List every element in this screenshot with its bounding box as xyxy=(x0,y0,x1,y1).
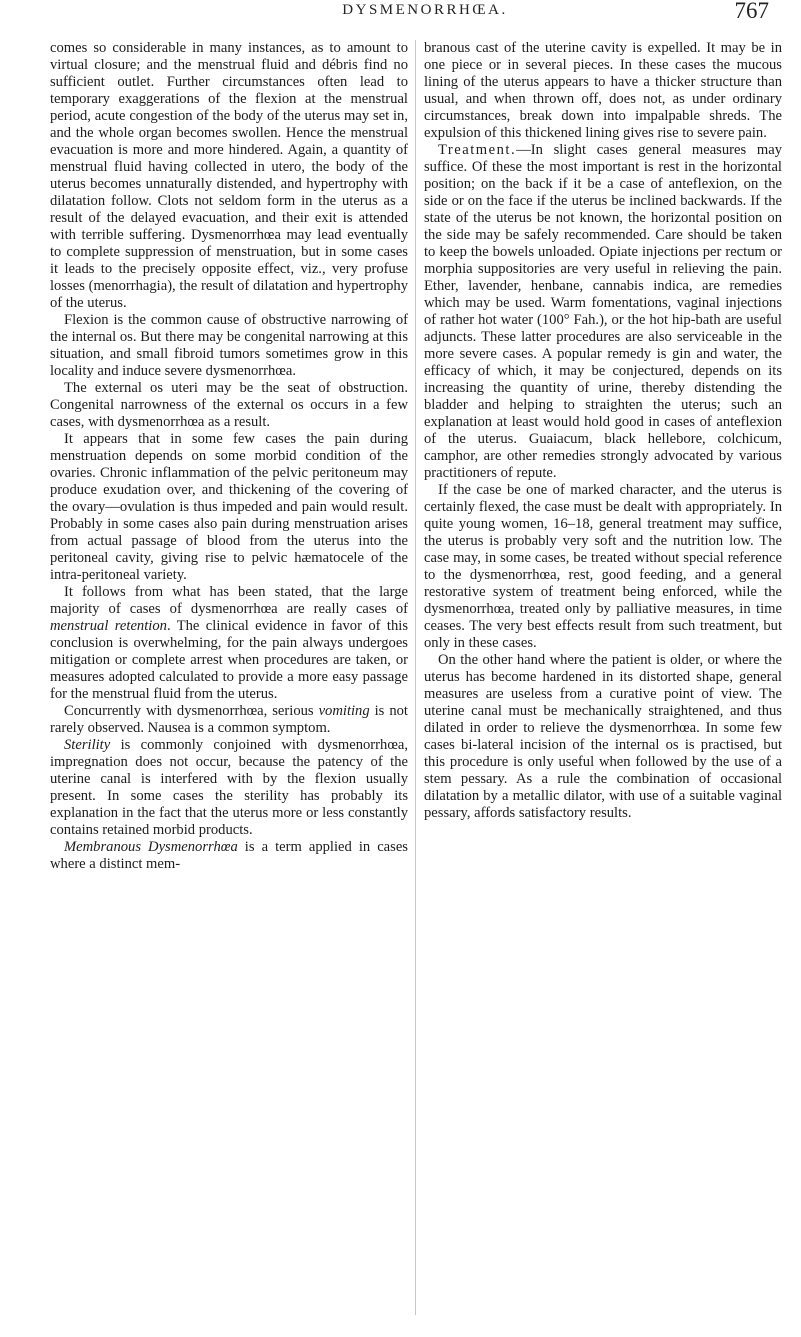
running-head: DYSMENORRHŒA. xyxy=(342,2,508,18)
paragraph: comes so considerable in many instances, as to amount to virtual closure; and the menstrual fluid and débris find no sufficient outlet. Further circumstances often lead to temporary exaggerations of the flexion at the menstrual period, acute congestion of the body of the uterus may set in, and the whole organ becomes swollen. Hence the menstrual evacuation is more and more hindered. Again, a quantity of menstrual fluid having collected in utero, the body of the uterus becomes unnaturally distended, and hypertrophy with dilatation follow. Clots not seldom form in the uterus as a result of the delayed evacuation, and their exit is attended with terrible suffering. Dysmenorrhœa may lead eventually to complete suppression of menstruation, but in some cases it leads to the precisely opposite effect, viz., very profuse losses (menorrhagia), the result of dilatation and hypertrophy of the uterus. xyxy=(50,40,408,311)
paragraph xyxy=(424,142,782,482)
text-run: is commonly conjoined with dysmenorrhœa, impregnation does not occur, because the patency of the uterine canal is interfered with by the flexion usually present. In some cases the sterility has probably its explanation in the fact that the uterus more or less constantly contains retained morbid products. xyxy=(50,737,408,838)
paragraph xyxy=(50,737,408,839)
page-number: 767 xyxy=(734,0,769,23)
text-run: . The clinical evidence in favor of this conclusion is overwhelming, for the pain always undergoes mitigation or complete arrest when procedures are taken, or measures adopted calculated to provide a more easy passage for the menstrual fluid from the uterus. xyxy=(50,618,409,702)
italic-term: menstrual retention xyxy=(50,618,167,634)
section-heading: Treatment. xyxy=(438,142,517,158)
right-column xyxy=(424,40,782,822)
paragraph xyxy=(50,584,408,703)
text-run: Concurrently with dysmenorrhœa, serious xyxy=(64,703,319,719)
paragraph: It appears that in some few cases the pain during menstruation depends on some morbid condition of the ovaries. Chronic inflammation of the pelvic peritoneum may produce exudation over, and thickening of the covering of the ovary—ovulation is thus impeded and pain would result. Probably in some cases also pain during menstruation arises from actual passage of blood from the uterus into the peritoneal cavity, giving rise to pelvic hæmatocele of the intra-peritoneal variety. xyxy=(50,431,408,583)
paragraph: On the other hand where the patient is older, or where the uterus has become hardened in its distorted shape, general measures are useless from a curative point of view. The uterine canal must be mechanically straightened, and thus dilated in order to relieve the dysmenorrhœa. In some few cases bi-lateral incision of the internal os is practised, but this procedure is only useful when followed by the use of a stem pessary. As a rule the combination of occasional dilatation by a metallic dilator, with use of a suitable vaginal pessary, affords satisfactory results. xyxy=(424,652,782,821)
paragraph xyxy=(50,703,408,737)
paragraph: If the case be one of marked character, and the uterus is certainly flexed, the case must be dealt with appropriately. In quite young women, 16–18, general treatment may suffice, the uterus is probably very soft and the nutrition low. The case may, in some cases, be treated without special reference to the dysmenorrhœa, rest, good feeding, and a general restorative system of treatment being enforced, while the dysmenorrhœa, treated only by palliative measures, in time ceases. The very best effects result from such treatment, but only in these cases. xyxy=(424,482,782,651)
paragraph: The external os uteri may be the seat of obstruction. Congenital narrowness of the external os occurs in a few cases, with dysmenorrhœa as a result. xyxy=(50,380,408,430)
italic-term: Membranous Dysmenorrhœa xyxy=(64,839,238,855)
text-run: is a term applied in cases where a distinct mem- xyxy=(50,839,408,872)
column-divider xyxy=(415,40,416,1315)
left-column xyxy=(50,40,408,873)
text-run: It follows from what has been stated, that the large majority of cases of dysmenorrhœa are really cases of xyxy=(50,584,408,617)
paragraph: branous cast of the uterine cavity is expelled. It may be in one piece or in several pieces. In these cases the mucous lining of the uterus appears to have a thicker structure than usual, and when thrown off, does not, as under ordinary circumstances, break down into impalpable shreds. The expulsion of this thickened lining gives rise to severe pain. xyxy=(424,40,782,141)
italic-term: Sterility xyxy=(64,737,111,753)
paragraph xyxy=(50,839,408,873)
text-run: —In slight cases general measures may suffice. Of these the most important is rest in the horizontal position; on the back if it be a case of anteflexion, on the side or on the face if the uterus be inclined backwards. If the state of the uterus be not known, the horizontal position on the side may be safely recommended. Care should be taken to keep the bowels unloaded. Opiate injections per rectum or morphia suppositories are very useful in relieving the pain. Ether, lavender, henbane, cannabis indica, are remedies which may be used. Warm fomentations, vaginal injections of rather hot water (100° Fah.), or the hot hip-bath are useful adjuncts. These latter procedures are also serviceable in the more severe cases. A popular remedy is gin and water, the efficacy of which, it may be conjectured, depends on its increasing the quantity of urine, thereby distending the bladder and helping to straighten the uterus; such an explanation at least would hold good in cases of anteflexion of the uterus. Guaiacum, black hellebore, colchicum, camphor, are other remedies strongly advocated by various practitioners of repute. xyxy=(424,142,782,481)
page-header xyxy=(0,0,801,28)
paragraph: Flexion is the common cause of obstructive narrowing of the internal os. But there may be congenital narrowing at this situation, and small fibroid tumors sometimes grow in this locality and induce severe dysmenorrhœa. xyxy=(50,312,408,379)
text-run: is not rarely observed. Nausea is a common symptom. xyxy=(50,703,408,736)
italic-term: vomiting xyxy=(318,703,370,719)
